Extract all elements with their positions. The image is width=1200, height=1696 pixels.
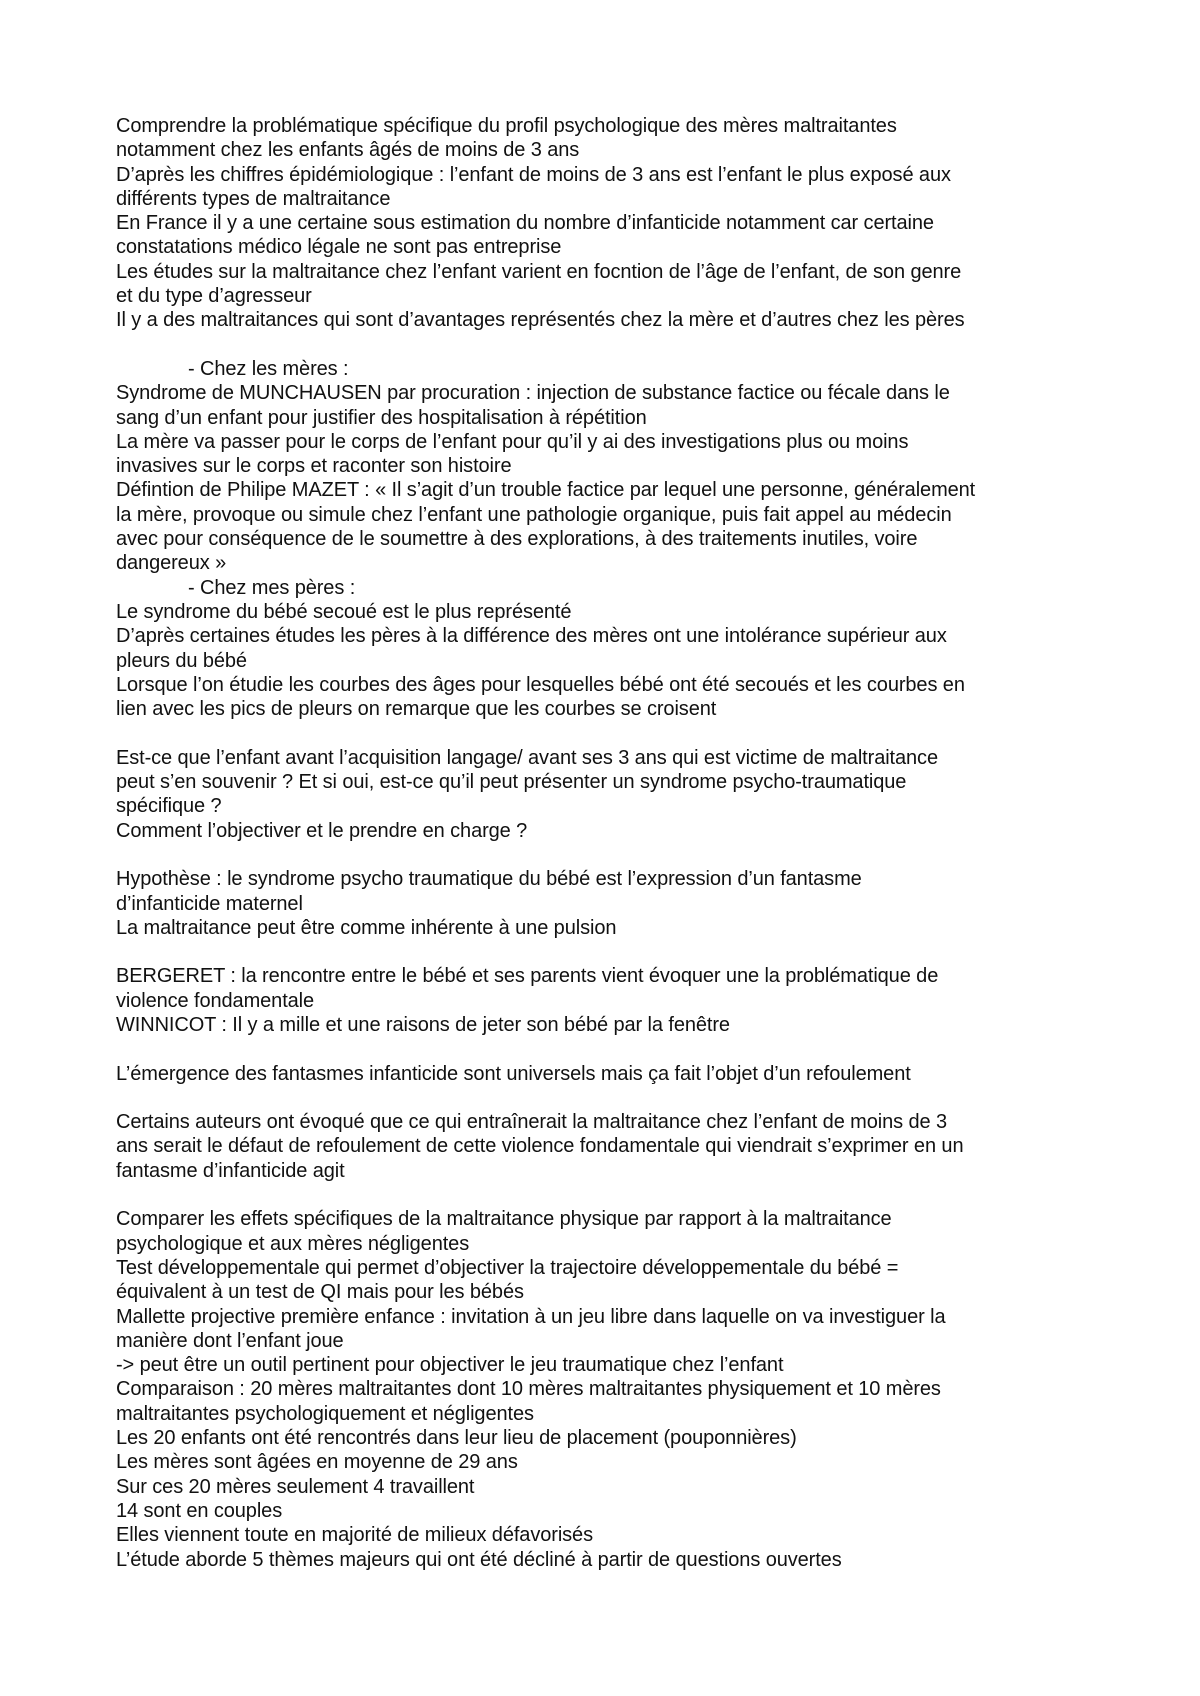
document-page xyxy=(116,114,1116,1596)
text-line: WINNICOT : Il y a mille et une raisons de jeter son bébé par la fenêtre xyxy=(116,1013,730,1036)
text-line: peut s’en souvenir ? Et si oui, est-ce qu’il peut présenter un syndrome psycho-traumatique xyxy=(116,771,907,794)
text-line: dangereux » xyxy=(116,552,227,575)
text-line: ans serait le défaut de refoulement de cette violence fondamentale qui viendrait s’exprimer en un xyxy=(116,1135,964,1158)
text-line: La maltraitance peut être comme inhérente à une pulsion xyxy=(116,916,617,939)
text-line: Il y a des maltraitances qui sont d’avantages représentés chez la mère et d’autres chez les pères xyxy=(116,309,965,332)
text-line: Les 20 enfants ont été rencontrés dans leur lieu de placement (pouponnières) xyxy=(116,1427,797,1450)
text-line: et du type d’agresseur xyxy=(116,285,312,308)
text-line: la mère, provoque ou simule chez l’enfant une pathologie organique, puis fait appel au médecin xyxy=(116,503,952,526)
text-line: lien avec les pics de pleurs on remarque que les courbes se croisent xyxy=(116,698,717,721)
text-line: Sur ces 20 mères seulement 4 travaillent xyxy=(116,1475,475,1498)
text-line: psychologique et aux mères négligentes xyxy=(116,1232,470,1255)
text-line: violence fondamentale xyxy=(116,989,315,1012)
text-line: Syndrome de MUNCHAUSEN par procuration : injection de substance factice ou fécale dans le xyxy=(116,382,950,405)
text-line: spécifique ? xyxy=(116,795,222,818)
text-line: En France il y a une certaine sous estimation du nombre d’infanticide notamment car certaine xyxy=(116,212,934,235)
blank-line xyxy=(116,333,1116,357)
text-line: avec pour conséquence de le soumettre à des explorations, à des traitements inutiles, voire xyxy=(116,528,918,551)
blank-line xyxy=(116,1183,1116,1207)
text-line: 14 sont en couples xyxy=(116,1499,283,1522)
text-line: Comment l’objectiver et le prendre en charge ? xyxy=(116,819,528,842)
text-line: manière dont l’enfant joue xyxy=(116,1329,344,1352)
text-line xyxy=(116,1572,1116,1596)
section-heading-peres: - Chez mes pères : xyxy=(188,576,356,599)
text-line: Certains auteurs ont évoqué que ce qui entraînerait la maltraitance chez l’enfant de moins de 3 xyxy=(116,1111,948,1134)
section-heading-meres: - Chez les mères : xyxy=(188,357,349,380)
text-line: L’étude aborde 5 thèmes majeurs qui ont été décliné à partir de questions ouvertes xyxy=(116,1548,842,1571)
text-line: maltraitantes psychologiquement et négligentes xyxy=(116,1402,534,1425)
text-line: Est-ce que l’enfant avant l’acquisition langage/ avant ses 3 ans qui est victime de maltraitance xyxy=(116,746,938,769)
text-line: Test développementale qui permet d’objectiver la trajectoire développementale du bébé = xyxy=(116,1256,899,1279)
text-line: sang d’un enfant pour justifier des hospitalisation à répétition xyxy=(116,406,647,429)
text-line: notamment chez les enfants âgés de moins de 3 ans xyxy=(116,139,580,162)
text-line: Défintion de Philipe MAZET : « Il s’agit d’un trouble factice par lequel une personne, généralement xyxy=(116,479,976,502)
text-line: invasives sur le corps et raconter son histoire xyxy=(116,455,512,478)
text-line: Mallette projective première enfance : invitation à un jeu libre dans laquelle on va investiguer la xyxy=(116,1305,946,1328)
blank-line xyxy=(116,940,1116,964)
text-line: BERGERET : la rencontre entre le bébé et ses parents vient évoquer une la problématique de xyxy=(116,965,939,988)
text-line: L’émergence des fantasmes infanticide sont universels mais ça fait l’objet d’un refoulement xyxy=(116,1062,911,1085)
blank-line xyxy=(116,1086,1116,1110)
text-line: D’après les chiffres épidémiologique : l’enfant de moins de 3 ans est l’enfant le plus exposé aux xyxy=(116,163,951,186)
text-line: Hypothèse : le syndrome psycho traumatique du bébé est l’expression d’un fantasme xyxy=(116,868,862,891)
text-line: Lorsque l’on étudie les courbes des âges pour lesquelles bébé ont été secoués et les courbes en xyxy=(116,673,965,696)
text-line: Les études sur la maltraitance chez l’enfant varient en focntion de l’âge de l’enfant, de son genre xyxy=(116,260,962,283)
text-line: équivalent à un test de QI mais pour les bébés xyxy=(116,1281,524,1304)
text-line: La mère va passer pour le corps de l’enfant pour qu’il y ai des investigations plus ou moins xyxy=(116,430,909,453)
text-line: D’après certaines études les pères à la différence des mères ont une intolérance supérieur aux xyxy=(116,625,947,648)
text-line: -> peut être un outil pertinent pour objectiver le jeu traumatique chez l’enfant xyxy=(116,1354,784,1377)
text-line: Le syndrome du bébé secoué est le plus représenté xyxy=(116,600,572,623)
blank-line xyxy=(116,843,1116,867)
blank-line xyxy=(116,721,1116,745)
blank-line xyxy=(116,1037,1116,1061)
text-line: d’infanticide maternel xyxy=(116,892,303,915)
text-line: Comparaison : 20 mères maltraitantes dont 10 mères maltraitantes physiquement et 10 mères xyxy=(116,1378,941,1401)
text-line: fantasme d’infanticide agit xyxy=(116,1159,345,1182)
text-line: Les mères sont âgées en moyenne de 29 ans xyxy=(116,1451,518,1474)
text-line: Comprendre la problématique spécifique du profil psychologique des mères maltraitantes xyxy=(116,115,897,137)
text-line: pleurs du bébé xyxy=(116,649,247,672)
text-line: Elles viennent toute en majorité de milieux défavorisés xyxy=(116,1524,593,1547)
text-line: constatations médico légale ne sont pas entreprise xyxy=(116,236,562,259)
text-line: différents types de maltraitance xyxy=(116,187,391,210)
text-line: Comparer les effets spécifiques de la maltraitance physique par rapport à la maltraitance xyxy=(116,1208,892,1231)
